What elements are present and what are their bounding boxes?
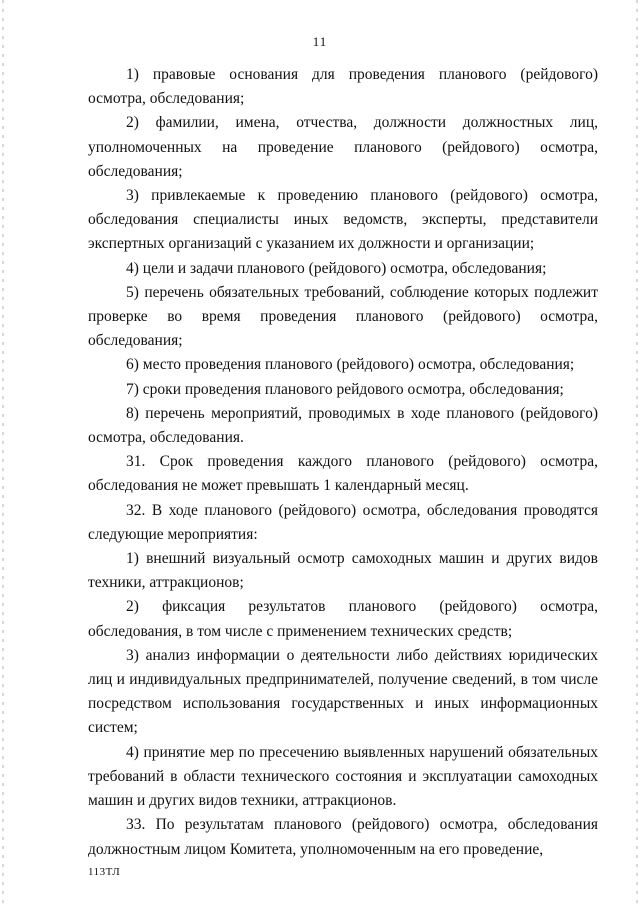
paragraph: 33. По результатам планового (рейдового) осмотра, обследования должностным лицом Комитета, уполномоченным на его проведение, — [88, 816, 598, 858]
paragraph: 2) фиксация результатов планового (рейдового) осмотра, обследования, в том числе с применением технических средств; — [88, 598, 598, 640]
document-body — [88, 63, 598, 862]
scan-edge-right — [636, 0, 638, 905]
paragraph: 3) привлекаемые к проведению планового (рейдового) осмотра, обследования специалисты иных ведомств, эксперты, представители экспертных организаций с указанием их должности и организации; — [88, 187, 598, 253]
paragraph: 3) анализ информации о деятельности либо действиях юридических лиц и индивидуальных предпринимателей, получение сведений, в том числе посредством использования государственных и иных информационных систем; — [88, 646, 598, 737]
paragraph: 4) цели и задачи планового (рейдового) осмотра, обследования; — [126, 259, 547, 277]
paragraph: 32. В ходе планового (рейдового) осмотра, обследования проводятся следующие мероприятия: — [88, 501, 598, 543]
paragraph: 2) фамилии, имена, отчества, должности должностных лиц, уполномоченных на проведение планового (рейдового) осмотра, обследования; — [88, 114, 598, 180]
paragraph: 6) место проведения планового (рейдового) осмотра, обследования; — [126, 356, 575, 374]
paragraph: 7) сроки проведения планового рейдового осмотра, обследования; — [126, 380, 564, 398]
paragraph: 31. Срок проведения каждого планового (рейдового) осмотра, обследования не может превышать 1 календарный месяц. — [88, 453, 598, 495]
paragraph: 5) перечень обязательных требований, соблюдение которых подлежит проверке во время проведения планового (рейдового) осмотра, обследования; — [88, 283, 598, 350]
paragraph: 1) правовые основания для проведения планового (рейдового) осмотра, обследования; — [88, 66, 598, 108]
paragraph: 1) внешний визуальный осмотр самоходных машин и других видов техники, аттракционов; — [88, 550, 598, 592]
page-number: 11 — [312, 34, 328, 49]
paragraph: 8) перечень мероприятий, проводимых в ходе планового (рейдового) осмотра, обследования. — [88, 404, 598, 447]
document-code: 113ТЛ — [88, 866, 121, 878]
scan-edge-left — [2, 0, 4, 905]
paragraph: 4) принятие мер по пресечению выявленных нарушений обязательных требований в области технического состояния и эксплуатации самоходных машин и других видов техники, аттракционов. — [88, 743, 598, 810]
